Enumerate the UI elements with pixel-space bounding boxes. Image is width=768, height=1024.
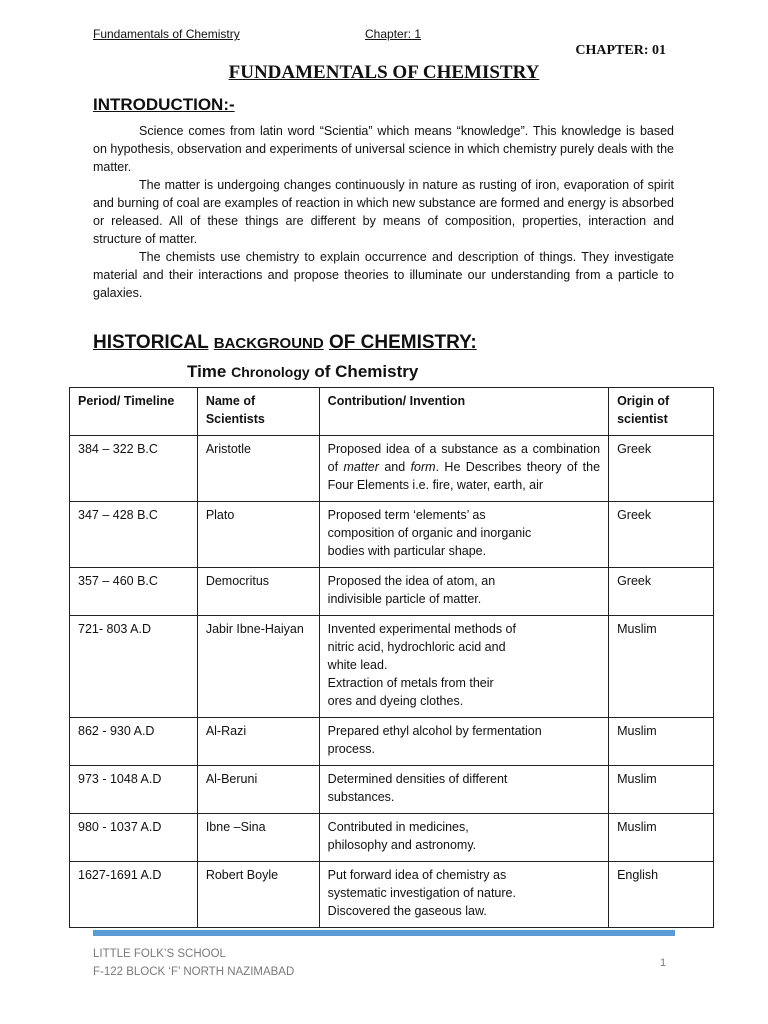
page-number: 1 bbox=[660, 957, 667, 969]
cell-contribution bbox=[319, 502, 608, 568]
document-title bbox=[0, 62, 768, 84]
cell-period: 980 - 1037 A.D bbox=[70, 814, 198, 862]
cell-contribution bbox=[319, 766, 608, 814]
contribution-text: and bbox=[384, 460, 406, 474]
cell-contribution bbox=[319, 718, 608, 766]
cell-period: 347 – 428 B.C bbox=[70, 502, 198, 568]
contribution-line: substances. bbox=[327, 790, 395, 804]
cell-origin: Greek bbox=[609, 502, 714, 568]
table-row bbox=[70, 568, 714, 616]
cell-contribution bbox=[319, 616, 608, 718]
cell-scientist: Al-Beruni bbox=[197, 766, 319, 814]
cell-period: 1627-1691 A.D bbox=[70, 862, 198, 928]
table-row bbox=[70, 862, 714, 928]
footer-school-name: LITTLE FOLK’S SCHOOL bbox=[93, 948, 226, 960]
header-scientist: Name of Scientists bbox=[197, 388, 319, 436]
contribution-line: systematic investigation of nature. bbox=[327, 886, 516, 900]
cell-origin: English bbox=[609, 862, 714, 928]
header-contribution: Contribution/ Invention bbox=[319, 388, 608, 436]
running-header-chapter: Chapter: 1 bbox=[365, 27, 422, 41]
cell-scientist: Al-Razi bbox=[197, 718, 319, 766]
intro-paragraph: The chemists use chemistry to explain occurrence and description of things. They investigate material and their interactions and propose theories to illuminate our understanding from a particle to galaxies. bbox=[93, 250, 674, 300]
cell-contribution bbox=[319, 436, 608, 502]
table-row bbox=[70, 616, 714, 718]
running-header-title: Fundamentals of Chemistry bbox=[93, 27, 240, 41]
contribution-line: Extraction of metals from their bbox=[327, 676, 494, 690]
cell-period: 721- 803 A.D bbox=[70, 616, 198, 718]
historical-heading bbox=[93, 332, 477, 354]
contribution-line: white lead. bbox=[327, 658, 388, 672]
cell-period: 357 – 460 B.C bbox=[70, 568, 198, 616]
contribution-line: Put forward idea of chemistry as bbox=[327, 868, 507, 882]
cell-scientist: Robert Boyle bbox=[197, 862, 319, 928]
historical-heading-part3: OF CHEMISTRY: bbox=[328, 332, 477, 353]
chronology-subheading bbox=[187, 362, 418, 382]
cell-origin: Greek bbox=[609, 568, 714, 616]
contribution-text: Proposed idea of a substance as a combination of bbox=[327, 442, 601, 474]
cell-scientist: Jabir Ibne-Haiyan bbox=[197, 616, 319, 718]
contribution-line: Contributed in medicines, bbox=[327, 820, 469, 834]
historical-heading-part2: BACKGROUND bbox=[213, 335, 324, 352]
contribution-emphasis: form bbox=[410, 460, 436, 474]
contribution-line: philosophy and astronomy. bbox=[327, 838, 477, 852]
table-row bbox=[70, 436, 714, 502]
cell-contribution bbox=[319, 814, 608, 862]
contribution-line: nitric acid, hydrochloric acid and bbox=[327, 640, 506, 654]
cell-origin: Muslim bbox=[609, 766, 714, 814]
table-row bbox=[70, 814, 714, 862]
introduction-body bbox=[93, 122, 674, 302]
contribution-line: Invented experimental methods of bbox=[327, 622, 516, 636]
cell-scientist: Aristotle bbox=[197, 436, 319, 502]
cell-scientist: Ibne –Sina bbox=[197, 814, 319, 862]
intro-paragraph: Science comes from latin word “Scientia” which means “knowledge”. This knowledge is based on hypothesis, observation and experiments of universal science in which chemistry purely deals with the matter. bbox=[93, 124, 674, 174]
contribution-line: ores and dyeing clothes. bbox=[327, 694, 464, 708]
table-row bbox=[70, 502, 714, 568]
contribution-text: . He Describes theory of the Four Elements i.e. fire, water, earth, air bbox=[327, 460, 601, 492]
cell-period: 973 - 1048 A.D bbox=[70, 766, 198, 814]
footer-address: F-122 BLOCK ‘F’ NORTH NAZIMABAD bbox=[93, 966, 295, 978]
cell-origin: Muslim bbox=[609, 616, 714, 718]
contribution-line: Prepared ethyl alcohol by fermentation bbox=[327, 724, 542, 738]
header-origin: Origin of scientist bbox=[609, 388, 714, 436]
header-period: Period/ Timeline bbox=[70, 388, 198, 436]
cell-contribution bbox=[319, 862, 608, 928]
cell-scientist: Plato bbox=[197, 502, 319, 568]
contribution-line: Determined densities of different bbox=[327, 772, 508, 786]
historical-heading-part1: HISTORICAL bbox=[93, 332, 209, 353]
cell-origin: Greek bbox=[609, 436, 714, 502]
cell-period: 384 – 322 B.C bbox=[70, 436, 198, 502]
cell-period: 862 - 930 A.D bbox=[70, 718, 198, 766]
contribution-line: Proposed term ‘elements’ as bbox=[327, 508, 486, 522]
contribution-line: bodies with particular shape. bbox=[327, 544, 487, 558]
footer-divider-bar bbox=[93, 930, 675, 936]
cell-origin: Muslim bbox=[609, 814, 714, 862]
contribution-line: Discovered the gaseous law. bbox=[327, 904, 487, 918]
chapter-label: CHAPTER: 01 bbox=[575, 43, 666, 58]
contribution-line: indivisible particle of matter. bbox=[327, 592, 482, 606]
introduction-heading: INTRODUCTION:- bbox=[93, 95, 235, 114]
table-header-row bbox=[70, 388, 714, 436]
chronology-subheading-part3: of Chemistry bbox=[314, 362, 419, 381]
intro-paragraph: The matter is undergoing changes continuously in nature as rusting of iron, evaporation of spirit and burning of coal are examples of reaction in which new substance are formed and energy is absorbed or released. All of these things are different by means of composition, properties, interaction and structure of matter. bbox=[93, 178, 674, 246]
contribution-line: composition of organic and inorganic bbox=[327, 526, 532, 540]
cell-scientist: Democritus bbox=[197, 568, 319, 616]
cell-contribution bbox=[319, 568, 608, 616]
contribution-line: process. bbox=[327, 742, 375, 756]
chronology-table bbox=[69, 387, 714, 928]
contribution-emphasis: matter bbox=[343, 460, 379, 474]
table-row bbox=[70, 718, 714, 766]
cell-origin: Muslim bbox=[609, 718, 714, 766]
chronology-subheading-part2: Chronology bbox=[231, 364, 310, 380]
chronology-subheading-part1: Time bbox=[187, 362, 227, 381]
table-row bbox=[70, 766, 714, 814]
document-title-text: FUNDAMENTALS OF CHEMISTRY bbox=[228, 62, 540, 83]
contribution-line: Proposed the idea of atom, an bbox=[327, 574, 496, 588]
